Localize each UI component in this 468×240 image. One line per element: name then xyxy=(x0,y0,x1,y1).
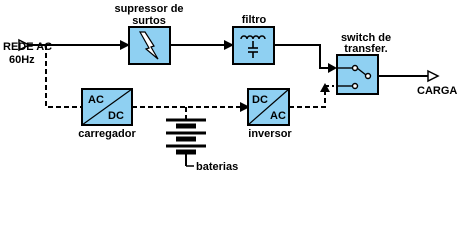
surge-label-line1: supressor de xyxy=(114,3,184,15)
surge-label-line2: surtos xyxy=(132,15,166,27)
batteries-label: baterias xyxy=(196,161,239,173)
output-arrow-icon xyxy=(428,71,438,81)
arrow-from-inverter-icon xyxy=(320,83,330,92)
arrow-to-switch-icon xyxy=(328,63,337,73)
inverter-input-label: DC xyxy=(252,94,268,106)
surge-suppressor-block xyxy=(129,27,170,64)
switch-label-line2: transfer. xyxy=(344,43,388,55)
inverter-output-label: AC xyxy=(270,110,286,122)
filter-label: filtro xyxy=(241,14,267,26)
switch-label-line1: switch de xyxy=(340,32,392,44)
charger-block xyxy=(82,89,132,125)
filter-block xyxy=(233,27,274,64)
charger-output-label: DC xyxy=(108,110,124,122)
battery-icon xyxy=(166,120,206,166)
input-label-line1: REDE AC xyxy=(3,41,53,53)
input-label-line2: 60Hz xyxy=(9,54,35,66)
main-ac-path xyxy=(28,45,334,68)
transfer-switch-block xyxy=(337,55,378,94)
inverter-block xyxy=(248,89,289,125)
output-label: CARGA xyxy=(417,85,458,97)
charger-input-label: AC xyxy=(88,94,104,106)
charger-label: carregador xyxy=(78,128,136,140)
inverter-label: inversor xyxy=(248,128,292,140)
